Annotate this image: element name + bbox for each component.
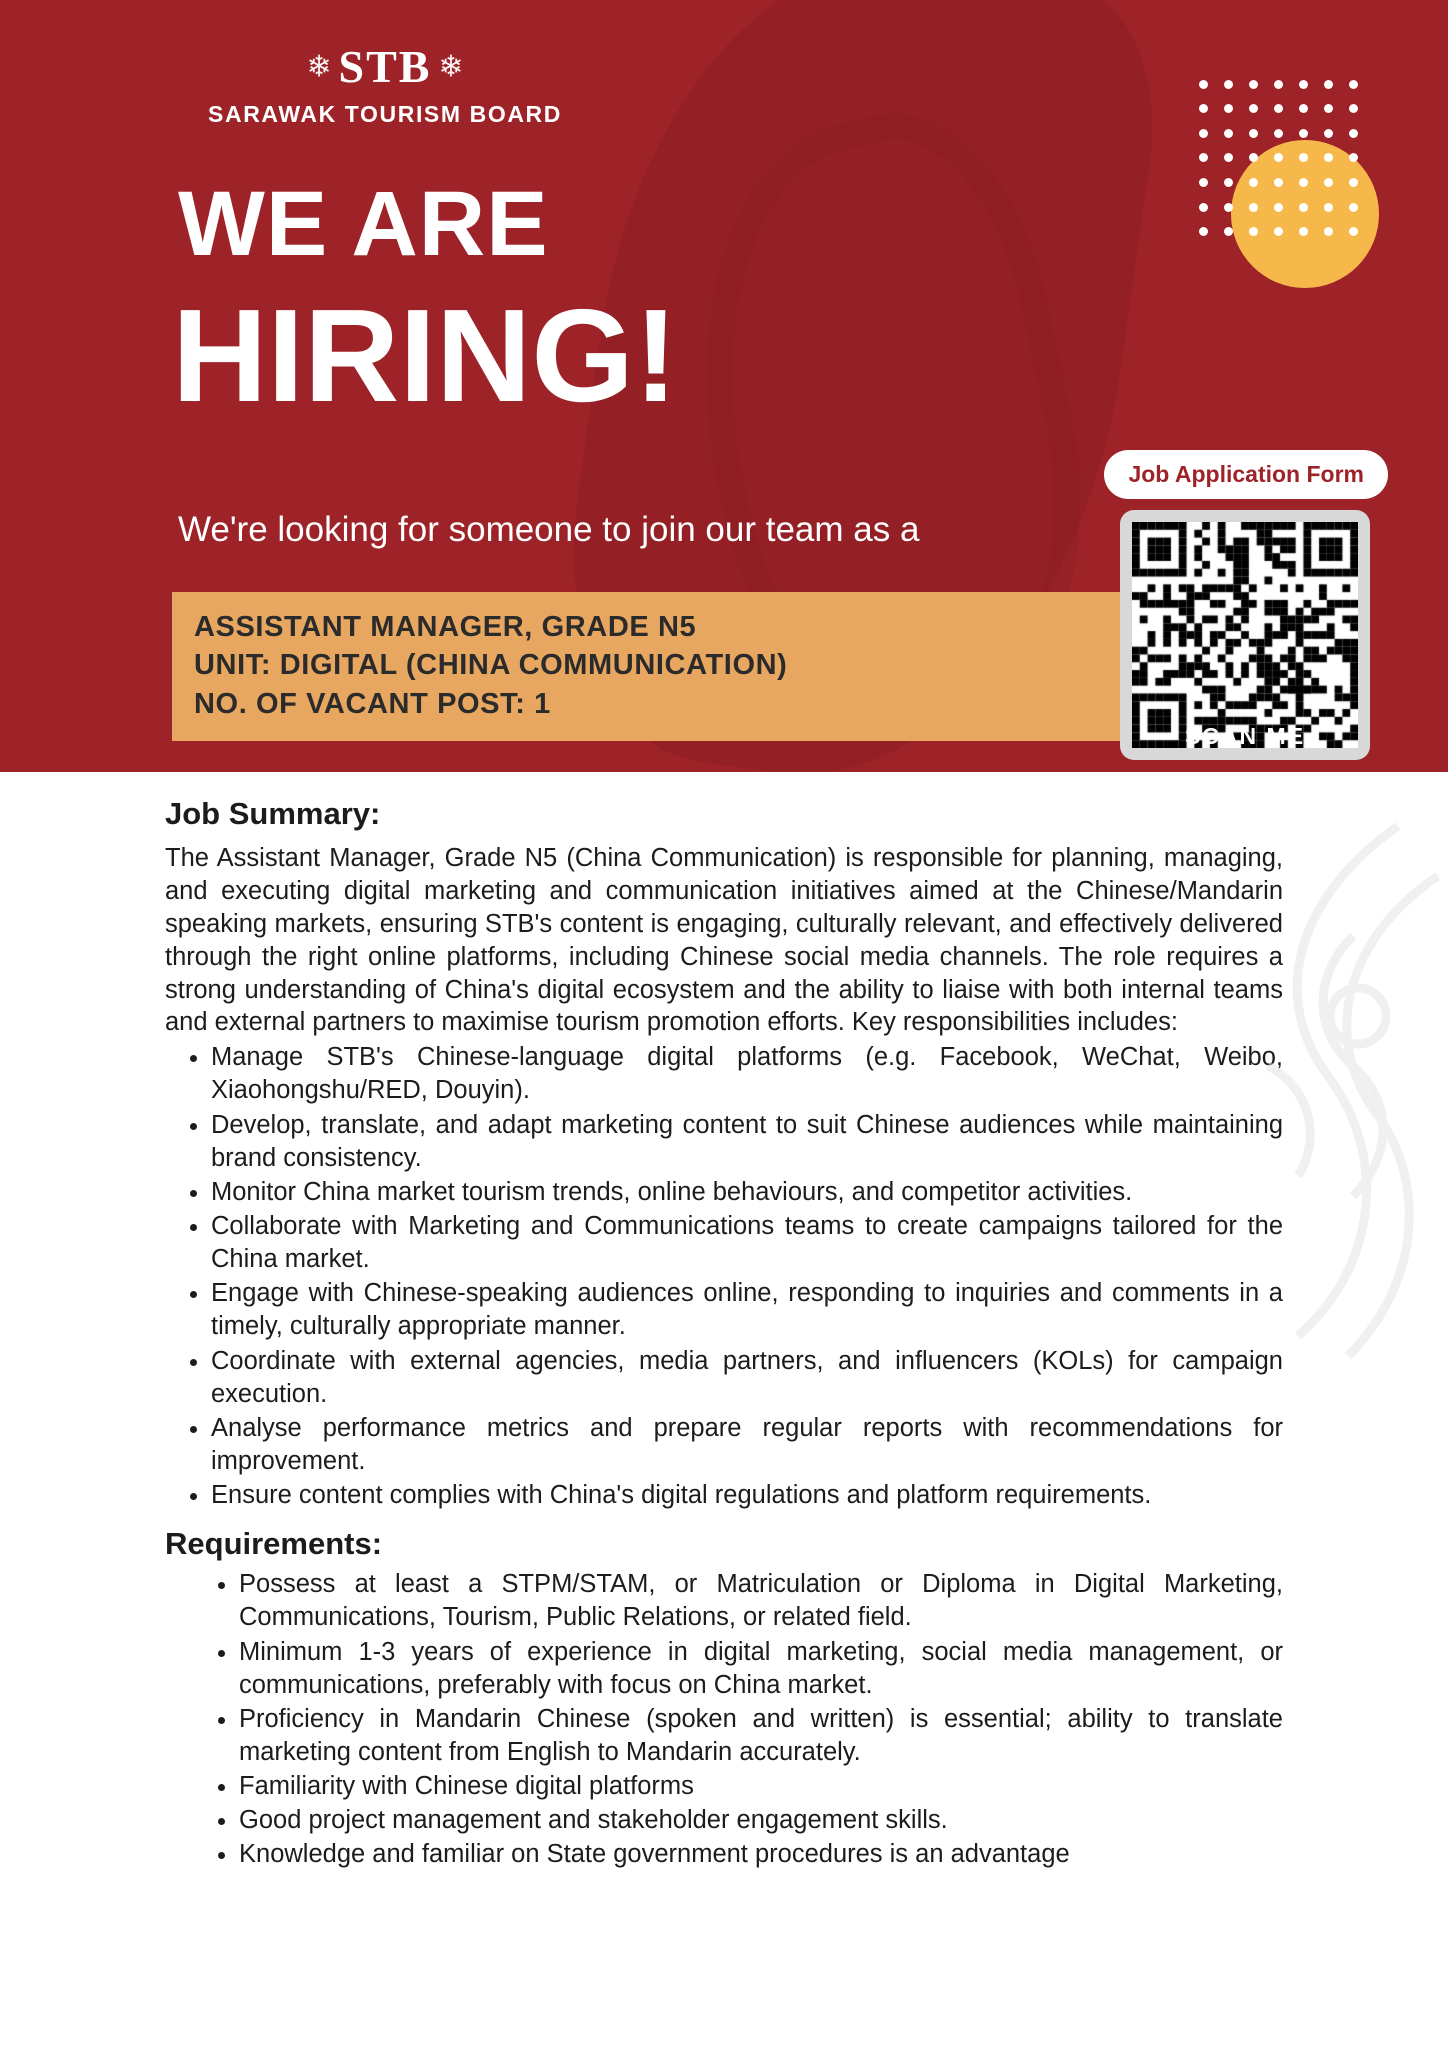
dot	[1224, 178, 1233, 187]
responsibility-item: • Analyse performance metrics and prepare regular reports with recommendations for improvement.	[211, 1412, 1283, 1478]
dot	[1324, 203, 1333, 212]
ornament-left-icon: ❄	[306, 50, 332, 83]
responsibilities-list	[211, 1041, 1283, 1512]
dot	[1299, 129, 1308, 138]
dot	[1299, 178, 1308, 187]
qr-code[interactable]	[1132, 522, 1358, 748]
dot	[1249, 153, 1258, 162]
dot	[1274, 129, 1283, 138]
dot	[1349, 80, 1358, 89]
dot	[1199, 227, 1208, 236]
position-title: ASSISTANT MANAGER, GRADE N5	[194, 611, 697, 643]
headline-we-are: WE ARE	[178, 173, 549, 275]
dot	[1349, 178, 1358, 187]
job-application-form-label[interactable]: Job Application Form	[1104, 450, 1388, 499]
dot	[1324, 178, 1333, 187]
dot	[1299, 203, 1308, 212]
logo-text: STB	[338, 41, 432, 92]
responsibility-item: • Develop, translate, and adapt marketing content to suit Chinese audiences while maintaining brand consistency.	[211, 1109, 1283, 1175]
requirement-item: • Good project management and stakeholder engagement skills.	[239, 1804, 1283, 1837]
dot	[1224, 104, 1233, 113]
dot	[1274, 203, 1283, 212]
dot	[1249, 227, 1258, 236]
ornament-right-icon: ❄	[438, 50, 464, 83]
dot	[1324, 129, 1333, 138]
position-unit: UNIT: DIGITAL (CHINA COMMUNICATION)	[194, 649, 788, 682]
poster-header	[0, 0, 1448, 772]
responsibility-item: • Manage STB's Chinese-language digital platforms (e.g. Facebook, WeChat, Weibo, Xiaohongshu/RED, Douyin).	[211, 1041, 1283, 1107]
dot	[1274, 227, 1283, 236]
dot	[1199, 80, 1208, 89]
responsibility-item: • Coordinate with external agencies, media partners, and influencers (KOLs) for campaign execution.	[211, 1345, 1283, 1411]
headline-hiring: HIRING!	[172, 282, 678, 429]
dot	[1249, 80, 1258, 89]
dot	[1349, 104, 1358, 113]
dot	[1299, 227, 1308, 236]
dot	[1349, 153, 1358, 162]
dot	[1199, 104, 1208, 113]
dot	[1349, 227, 1358, 236]
dot	[1324, 104, 1333, 113]
scan-me-caption: SCAN ME	[1184, 723, 1306, 749]
job-summary-title: Job Summary:	[165, 796, 381, 831]
responsibility-item: • Ensure content complies with China's digital regulations and platform requirements.	[211, 1479, 1283, 1512]
dot	[1274, 104, 1283, 113]
dot	[1199, 153, 1208, 162]
dot	[1199, 203, 1208, 212]
requirement-item: • Possess at least a STPM/STAM, or Matriculation or Diploma in Digital Marketing, Communications, Tourism, Public Relations, or related field.	[239, 1568, 1283, 1634]
dot	[1324, 153, 1333, 162]
dot	[1324, 227, 1333, 236]
dot	[1299, 80, 1308, 89]
requirements-list	[239, 1568, 1283, 1871]
dot	[1224, 153, 1233, 162]
dot	[1274, 153, 1283, 162]
position-vacancy-count: NO. OF VACANT POST: 1	[194, 687, 551, 720]
dot	[1199, 178, 1208, 187]
dot	[1349, 129, 1358, 138]
dot	[1224, 227, 1233, 236]
dot	[1249, 178, 1258, 187]
dot	[1199, 129, 1208, 138]
dot	[1299, 104, 1308, 113]
dot	[1274, 178, 1283, 187]
dot	[1274, 80, 1283, 89]
dot-grid-decoration	[1191, 72, 1366, 244]
dot	[1224, 203, 1233, 212]
dot	[1249, 129, 1258, 138]
requirement-item: • Minimum 1-3 years of experience in digital marketing, social media management, or communications, preferably with focus on China market.	[239, 1636, 1283, 1702]
requirement-item: • Proficiency in Mandarin Chinese (spoken and written) is essential; ability to translate marketing content from English to Mandarin accurately.	[239, 1703, 1283, 1769]
requirements-title: Requirements:	[165, 1526, 383, 1562]
requirement-item: • Familiarity with Chinese digital platforms	[239, 1770, 1283, 1803]
dot	[1249, 104, 1258, 113]
logo-subtitle: SARAWAK TOURISM BOARD	[208, 101, 562, 127]
requirement-item: • Knowledge and familiar on State government procedures is an advantage	[239, 1838, 1283, 1871]
responsibility-item: • Collaborate with Marketing and Communications teams to create campaigns tailored for the China market.	[211, 1210, 1283, 1276]
dot	[1299, 153, 1308, 162]
header-tagline: We're looking for someone to join our team as a	[178, 510, 920, 549]
dot	[1224, 129, 1233, 138]
dot	[1249, 203, 1258, 212]
dot	[1349, 203, 1358, 212]
job-summary-paragraph: The Assistant Manager, Grade N5 (China Communication) is responsible for planning, managing, and executing digital marketing and communication initiatives aimed at the Chinese/Mandarin speaking markets, ensuring STB's content is engaging, culturally relevant, and effectively delivered through the right online platforms, including Chinese social media channels. The role requires a strong understanding of China's digital ecosystem and the ability to liaise with both internal teams and external partners to maximise tourism promotion efforts. Key responsibilities includes:	[165, 844, 1283, 1037]
poster-body	[0, 796, 1448, 1872]
stb-logo	[175, 36, 595, 128]
dot	[1224, 80, 1233, 89]
position-details-box	[172, 592, 1152, 741]
responsibility-item: • Monitor China market tourism trends, online behaviours, and competitor activities.	[211, 1176, 1283, 1209]
responsibility-item: • Engage with Chinese-speaking audiences online, responding to inquiries and comments in a timely, culturally appropriate manner.	[211, 1277, 1283, 1343]
logo-badge	[306, 36, 464, 97]
dot	[1324, 80, 1333, 89]
